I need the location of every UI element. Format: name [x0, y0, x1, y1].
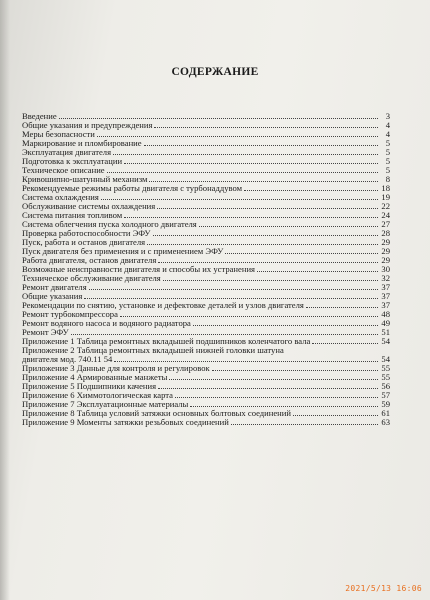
toc-entry-page: 32: [381, 273, 390, 283]
toc-entry-label: Приложение 3 Данные для контроля и регулировок: [22, 363, 210, 373]
toc-entry-page: 8: [385, 174, 390, 184]
toc-leader-dots: [293, 415, 378, 416]
toc-entry-page: 30: [381, 264, 390, 274]
toc-leader-dots: [157, 208, 378, 209]
toc-leader-dots: [163, 280, 378, 281]
toc-entry-label: Маркирование и пломбирование: [22, 138, 142, 148]
toc-entry-page: 48: [381, 309, 390, 319]
toc-entry-page: 28: [381, 228, 390, 238]
toc-entry-page: 59: [381, 399, 390, 409]
toc-entry-page: 22: [381, 201, 390, 211]
toc-entry-page: 55: [381, 372, 390, 382]
page-binding-shadow: [0, 0, 10, 600]
toc-entry: [22, 418, 390, 427]
toc-entry-page: 3: [385, 111, 390, 121]
photo-timestamp: 2021/5/13 16:06: [345, 584, 422, 593]
toc-leader-dots: [89, 289, 378, 290]
toc-entry-page: 51: [381, 327, 390, 337]
toc-entry-label: Эксплуатация двигателя: [22, 147, 112, 157]
toc-entry-label: Ремонт двигателя: [22, 282, 87, 292]
toc-entry-page: 27: [381, 219, 390, 229]
toc-entry-page: 4: [385, 120, 390, 130]
toc-leader-dots: [193, 325, 378, 326]
toc-leader-dots: [124, 217, 378, 218]
toc-entry-label: Общие указания и предупреждения: [22, 120, 153, 130]
toc-leader-dots: [190, 406, 378, 407]
toc-entry-label: Система облегчения пуска холодного двигателя: [22, 219, 197, 229]
toc-entry-page: 5: [385, 147, 390, 157]
toc-leader-dots: [158, 262, 378, 263]
toc-entry-page: 24: [381, 210, 390, 220]
toc-leader-dots: [231, 424, 378, 425]
toc-entry-page: 5: [385, 138, 390, 148]
toc-entry: [22, 346, 390, 364]
toc-entry-label: Приложение 2 Таблица ремонтных вкладышей нижней головки шатуна: [22, 345, 284, 355]
toc-leader-dots: [144, 145, 378, 146]
toc-entry-page: 61: [381, 408, 390, 418]
toc-entry-page: 29: [381, 237, 390, 247]
toc-leader-dots: [153, 235, 378, 236]
toc-entry-label: Обслуживание системы охлаждения: [22, 201, 156, 211]
toc-entry-label: Пуск, работа и останов двигателя: [22, 237, 146, 247]
toc-entry-page: 54: [381, 354, 390, 364]
toc-entry-label: Рекомендуемые режимы работы двигателя с турбонаддувом: [22, 183, 243, 193]
toc-entry-label: Пуск двигателя без применения и с применением ЭФУ: [22, 246, 224, 256]
toc-leader-dots: [312, 343, 378, 344]
toc-entry-label: Приложение 7 Эксплуатационные материалы: [22, 399, 189, 409]
toc-entry-label: Проверка работоспособности ЭФУ: [22, 228, 151, 238]
toc-entry-label: Работа двигателя, останов двигателя: [22, 255, 157, 265]
toc-entry-page: 5: [385, 165, 390, 175]
toc-entry-page: 19: [381, 192, 390, 202]
toc-entry-label: Кривошипно-шатунный механизм: [22, 174, 148, 184]
toc-entry-label-line2: двигателя мод. 740.11 54: [22, 354, 113, 364]
toc-leader-dots: [149, 181, 378, 182]
toc-entry-label: Система охлаждения: [22, 192, 99, 202]
toc-leader-dots: [84, 298, 378, 299]
toc-entry-label: Ремонт ЭФУ: [22, 327, 69, 337]
toc-entry-label: Ремонт турбокомпрессора: [22, 309, 118, 319]
toc-leader-dots: [124, 163, 378, 164]
toc-entry-label: Возможные неисправности двигателя и способы их устранения: [22, 264, 255, 274]
toc-entry-page: 5: [385, 156, 390, 166]
toc-leader-dots: [212, 370, 378, 371]
toc-entry-label: Техническое описание: [22, 165, 105, 175]
toc-entry-page: 37: [381, 291, 390, 301]
toc-entry-page: 29: [381, 255, 390, 265]
toc-entry-label: Техническое обслуживание двигателя: [22, 273, 161, 283]
toc-entry-label: Система питания топливом: [22, 210, 123, 220]
toc-entry: [22, 319, 390, 328]
toc-entry-label: Приложение 5 Подшипники качения: [22, 381, 157, 391]
toc-leader-dots: [120, 316, 378, 317]
toc-entry-page: 18: [381, 183, 390, 193]
toc-entry-label: Рекомендации по снятию, установке и дефектовке деталей и узлов двигателя: [22, 300, 304, 310]
toc-entry-label: Приложение 4 Армированные манжеты: [22, 372, 168, 382]
toc-leader-dots: [225, 253, 378, 254]
toc-entry-label: Введение: [22, 111, 57, 121]
toc-leader-dots: [154, 127, 378, 128]
toc-leader-dots: [199, 226, 378, 227]
toc-entry-label: Меры безопасности: [22, 129, 95, 139]
toc-entry-page: 63: [381, 417, 390, 427]
toc-leader-dots: [169, 379, 378, 380]
page-title: СОДЕРЖАНИЕ: [171, 66, 259, 78]
toc-leader-dots: [113, 154, 378, 155]
toc-entry-page: 55: [381, 363, 390, 373]
toc-leader-dots: [244, 190, 378, 191]
toc-entry-page: 57: [381, 390, 390, 400]
toc-leader-dots: [71, 334, 378, 335]
toc-leader-dots: [306, 307, 378, 308]
toc-entry-label: Приложение 6 Химмотологическая карта: [22, 390, 173, 400]
toc-entry-page: 37: [381, 282, 390, 292]
toc-entry-page: 54: [381, 336, 390, 346]
toc-entry-label: Приложение 9 Моменты затяжки резьбовых соединений: [22, 417, 229, 427]
toc-leader-dots: [175, 397, 378, 398]
toc-leader-dots: [114, 361, 378, 362]
toc-entry-label: Приложение 8 Таблица условий затяжки основных болтовых соединений: [22, 408, 291, 418]
toc-leader-dots: [101, 199, 378, 200]
toc-leader-dots: [257, 271, 378, 272]
toc-entry-page: 49: [381, 318, 390, 328]
toc-entry-label: Общие указания: [22, 291, 83, 301]
toc-entry-page: 37: [381, 300, 390, 310]
toc-leader-dots: [107, 172, 378, 173]
toc-entry-label: Приложение 1 Таблица ремонтных вкладышей подшипников коленчатого вала: [22, 336, 311, 346]
toc-leader-dots: [158, 388, 378, 389]
toc-entry-page: 29: [381, 246, 390, 256]
toc-entry-label: Подготовка к эксплуатации: [22, 156, 123, 166]
table-of-contents: [22, 112, 390, 427]
toc-leader-dots: [59, 118, 378, 119]
toc-leader-dots: [147, 244, 378, 245]
toc-entry-page: 56: [381, 381, 390, 391]
toc-entry-page: 4: [385, 129, 390, 139]
toc-entry-label: Ремонт водяного насоса и водяного радиатора: [22, 318, 191, 328]
toc-leader-dots: [97, 136, 378, 137]
